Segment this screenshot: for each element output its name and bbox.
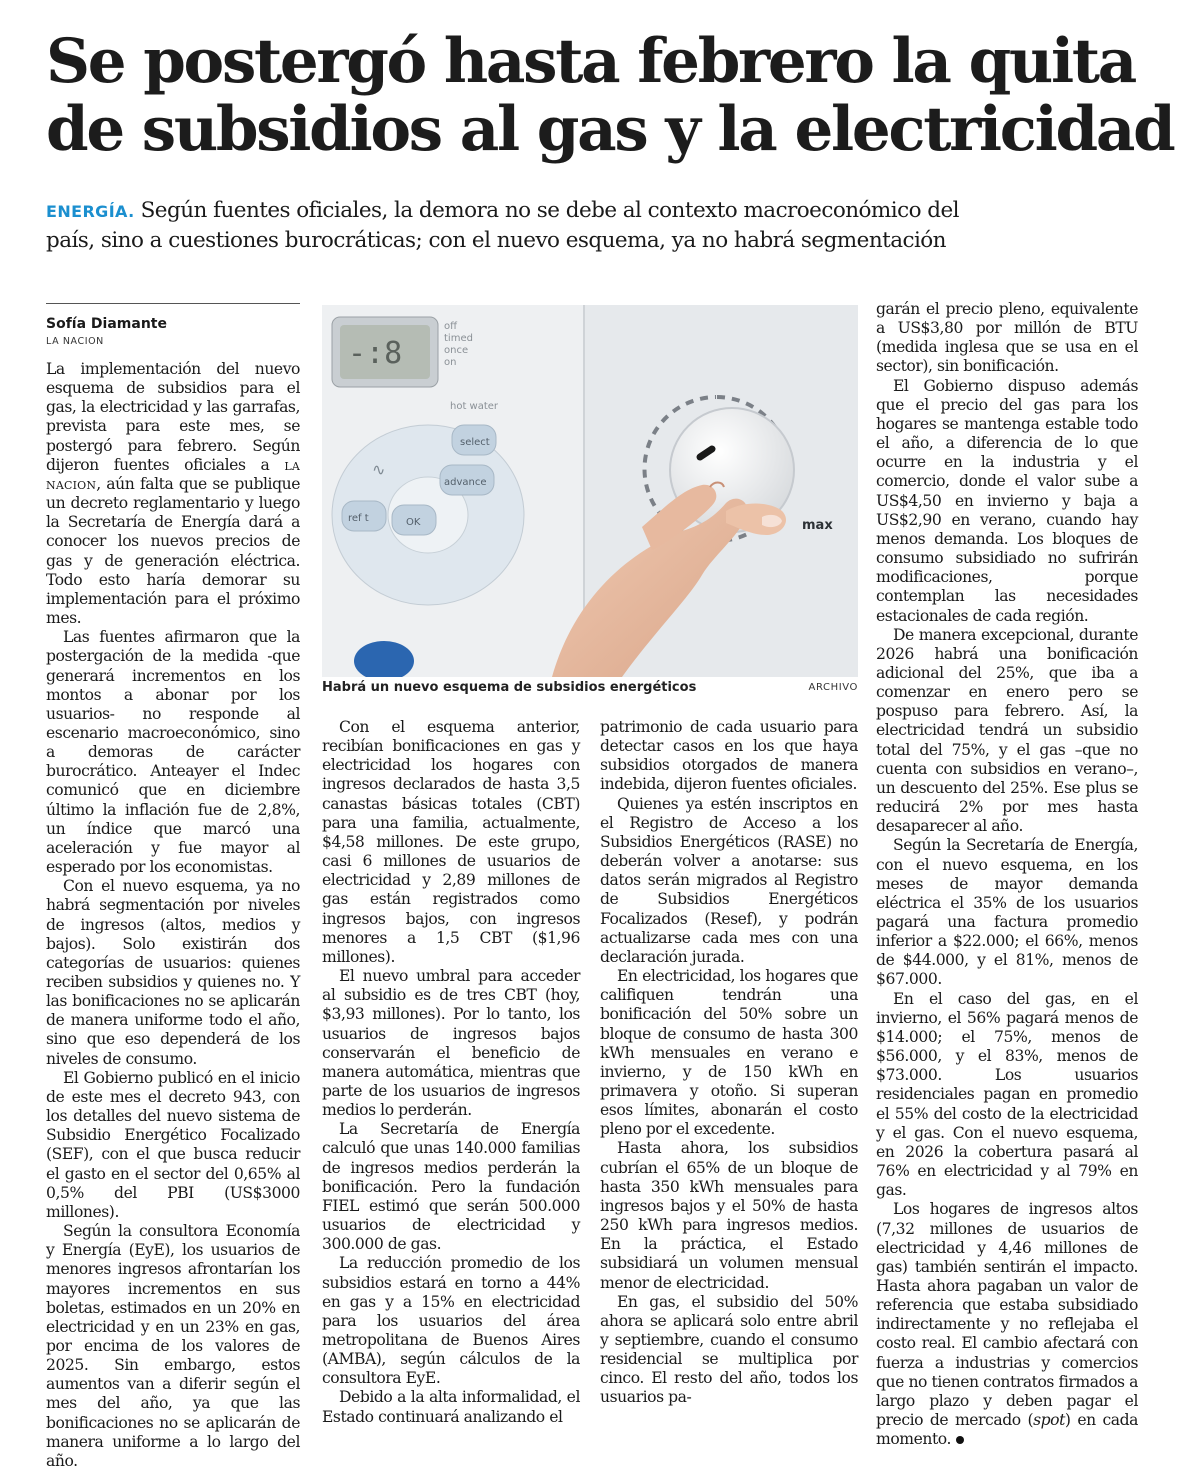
article-column-1 — [46, 360, 300, 1471]
paragraph: Con el esquema anterior, recibían bonificaciones en gas y electricidad los hogares con ingresos declarados de hasta 3,5 canastas básicas totales (CBT) para una familia, actualmente, $4,58 millones. De este grupo, casi 6 millones de usuarios de electricidad y 2,89 millones de gas están registrados como ingresos bajos, con ingresos menores a 1,5 CBT ($1,96 millones). — [322, 718, 580, 966]
photo-credit: ARCHIVO — [808, 682, 858, 693]
article-column-3 — [600, 718, 858, 1408]
paragraph: La Secretaría de Energía calculó que unas 140.000 familias de ingresos medios perderán la bonificación. Pero la fundación FIEL estimó que serán 500.000 usuarios de electricidad y 300.000 de gas. — [322, 1120, 580, 1254]
byline-outlet: LA NACION — [46, 336, 104, 347]
svg-text:-:8: -:8 — [348, 336, 403, 371]
paragraph: Debido a la alta informalidad, el Estado continuará analizando el — [322, 1388, 580, 1426]
paragraph: El Gobierno dispuso además que el precio del gas para los hogares se mantenga estable todo el año, a diferencia de lo que ocurre en la industria y el comercio, donde el valor sube a US$4,50 en invierno y baja a US$2,90 en verano, cuando hay menos demanda. Los bloques de consumo subsidiado no sufrirán modificaciones, porque contemplan las necesidades estacionales de cada región. — [876, 376, 1138, 625]
svg-text:∿: ∿ — [372, 460, 386, 479]
caption-text: Habrá un nuevo esquema de subsidios energéticos — [322, 680, 697, 695]
thermostat-photo — [322, 305, 858, 677]
svg-text:hot water: hot water — [450, 401, 499, 412]
paragraph: Según la consultora Economía y Energía (EyE), los usuarios de menores ingresos afrontarían los mayores incrementos en sus boletas, estimados en un 20% en electricidad y en un 23% en gas, por encima de los valores de 2025. Sin embargo, estos aumentos van a diferir según el mes del año, ya que las bonificaciones no se aplicarán de manera uniforme a lo largo del año. — [46, 1222, 300, 1470]
section-kicker: ENERGÍA. — [46, 202, 135, 221]
paragraph: La reducción promedio de los subsidios estará en torno a 44% en gas y a 15% en electricidad para los usuarios del área metropolitana de Buenos Aires (AMBA), según cálculos de la consultora EyE. — [322, 1254, 580, 1388]
deck-line: país, sino a cuestiones burocráticas; con el nuevo esquema, ya no habrá segmentación — [46, 228, 946, 253]
paragraph: En gas, el subsidio del 50% ahora se aplicará solo entre abril y septiembre, cuando el consumo residencial se multiplica por cinco. El resto del año, todos los usuarios pa- — [600, 1292, 858, 1407]
deck-text: Según fuentes oficiales, la demora no se debe al contexto macroeconómico del — [140, 198, 959, 223]
svg-text:advance: advance — [444, 477, 487, 488]
photo-caption — [322, 680, 858, 698]
end-of-article-bullet — [956, 1436, 964, 1444]
svg-text:max: max — [802, 518, 833, 533]
paragraph: garán el precio pleno, equivalente a US$3,80 por millón de BTU (medida inglesa que se usa en el sector), sin bonificación. — [876, 300, 1138, 376]
headline — [46, 26, 1174, 165]
svg-text:OK: OK — [406, 517, 421, 528]
paragraph: Con el nuevo esquema, ya no habrá segmentación por niveles de ingresos (altos, medios y bajos). Solo existirán dos categorías de usuarios: quienes reciben subsidios y quienes no. Y las bonificaciones no se aplicarán de manera uniforme todo el año, sino que eso dependerá de los niveles de consumo. — [46, 877, 300, 1068]
svg-text:select: select — [460, 437, 490, 448]
byline-author: Sofía Diamante — [46, 316, 167, 332]
svg-text:on: on — [444, 357, 457, 368]
paragraph: De manera excepcional, durante 2026 habrá una bonificación adicional del 25%, que iba a comenzar en enero pero se pospuso para febrero. Así, la electricidad tendrá un subsidio total del 75%, y el gas –que no cuenta con subsidios en verano–, un descuento del 25%. Ese plus se reducirá 2% por mes hasta desaparecer al año. — [876, 625, 1138, 836]
paragraph: Quienes ya estén inscriptos en el Registro de Acceso a los Subsidios Energéticos (RASE) no deberán volver a anotarse: sus datos serán migrados al Registro de Subsidios Energéticos Focalizados (Resef), y podrán actualizarse cada mes con una declaración jurada. — [600, 794, 858, 966]
byline-rule — [46, 303, 300, 304]
svg-text:off: off — [444, 321, 458, 332]
paragraph: El Gobierno publicó en el inicio de este mes el decreto 943, con los detalles del nuevo sistema de Subsidio Energético Focalizado (SEF), con el que busca reducir el gasto en el sector del 0,65% al 0,5% del PBI (US$3000 millones). — [46, 1068, 300, 1221]
headline-line: Se postergó hasta febrero la quita — [46, 26, 1135, 97]
paragraph: Las fuentes afirmaron que la postergación de la medida -que generará incrementos en los montos a abonar por los usuarios- no responde al escenario macroeconómico, sino a demoras de carácter burocrático. Anteayer el Indec comunicó que en diciembre último la inflación fue de 2,8%, un índice que marcó una aceleración y fue mayor al esperado por los economistas. — [46, 628, 300, 877]
emphasis: spot — [1033, 1411, 1065, 1430]
article-column-4 — [876, 300, 1138, 1449]
paragraph: Hasta ahora, los subsidios cubrían el 65% de un bloque de hasta 350 kWh mensuales para ingresos bajos y el 50% de hasta 250 kWh para ingresos medios. En la práctica, el Estado subsidiará un volumen mensual menor de electricidad. — [600, 1139, 858, 1292]
paragraph: El nuevo umbral para acceder al subsidio es de tres CBT (hoy, $3,93 millones). Por lo tanto, los usuarios de ingresos bajos conservarán el beneficio de manera automática, mientras que parte de los usuarios de ingresos medios lo perderán. — [322, 967, 580, 1120]
svg-text:timed: timed — [444, 333, 473, 344]
headline-line: de subsidios al gas y la electricidad — [46, 94, 1174, 165]
paragraph: En el caso del gas, en el invierno, el 56% pagará menos de $14.000; el 75%, menos de $56.000, y el 83%, menos de $73.000. Los usuarios residenciales pagan en promedio el 55% del costo de la electricidad y el gas. Con el nuevo esquema, en 2026 la cobertura pasará al 76% en electricidad y al 79% en gas. — [876, 989, 1138, 1200]
svg-text:once: once — [444, 345, 469, 356]
deck — [46, 196, 1156, 255]
paragraph: patrimonio de cada usuario para detectar casos en los que haya subsidios otorgados de manera indebida, dijeron fuentes oficiales. — [600, 718, 858, 794]
article-column-2 — [322, 718, 580, 1427]
paragraph: Los hogares de ingresos altos (7,32 millones de usuarios de electricidad y 4,46 millones de gas) también sentirán el impacto. Hasta ahora pagaban un valor de referencia que estaba subsidiado indirectamente y no reflejaba el costo real. El cambio afectará con fuerza a industrias y comercios que no tienen contratos firmados a largo plazo y deben pagar el precio de mercado (spot) en cada momento. — [876, 1200, 1138, 1449]
outlet-mention: la nacion — [46, 455, 300, 493]
article-photo — [322, 305, 858, 677]
deck-line — [46, 196, 1156, 226]
paragraph: La implementación del nuevo esquema de subsidios para el gas, la electricidad y las garrafas, prevista para este mes, se postergó para febrero. Según dijeron fuentes oficiales a la nacion, aún falta que se publique un decreto reglamentario y luego la Secretaría de Energía dará a conocer los nuevos precios de gas y de generación eléctrica. Todo esto haría demorar su implementación para el próximo mes. — [46, 360, 300, 628]
svg-text:ref t: ref t — [348, 513, 369, 524]
paragraph: En electricidad, los hogares que califiquen tendrán una bonificación del 50% sobre un bloque de consumo de hasta 300 kWh mensuales en verano e invierno, y de 150 kWh en primavera y otoño. Si superan esos límites, abonarán el costo pleno por el excedente. — [600, 967, 858, 1139]
paragraph: Según la Secretaría de Energía, con el nuevo esquema, en los meses de mayor demanda eléctrica el 35% de los usuarios pagará una factura promedio inferior a $22.000; el 66%, menos de $44.000, y el 81%, menos de $67.000. — [876, 836, 1138, 989]
